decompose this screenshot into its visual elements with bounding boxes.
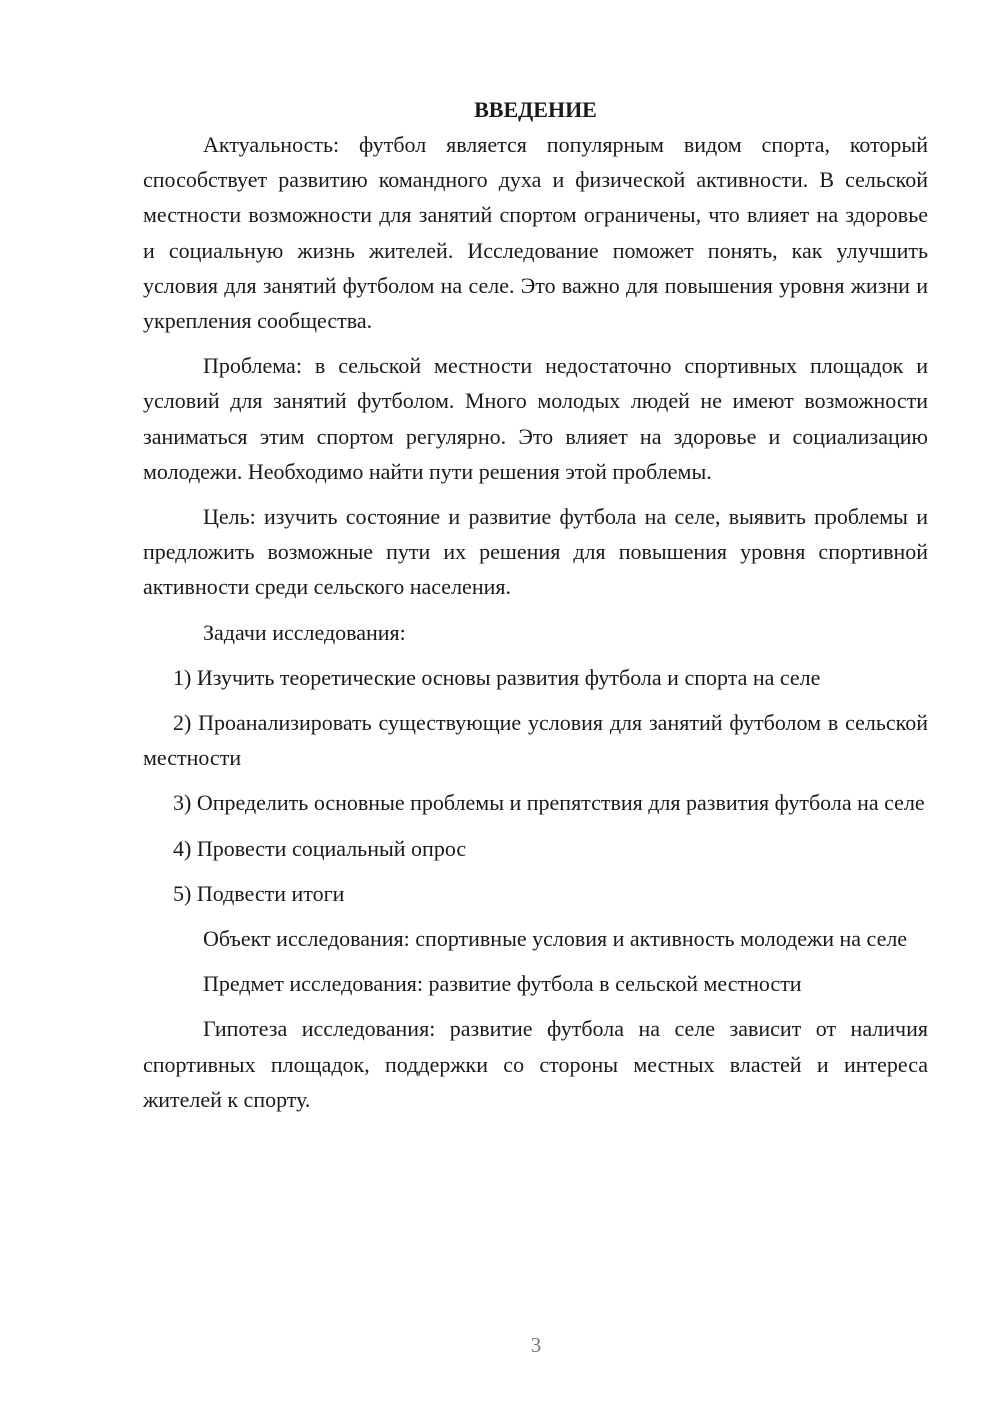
paragraph-tasks-heading: Задачи исследования: (203, 619, 406, 645)
paragraph-goal: Цель: изучить состояние и развитие футбола на селе, выявить проблемы и предложить возможные пути их решения для повышения уровня спортивной активности среди сельского населения. (143, 504, 928, 600)
paragraph-object: Объект исследования: спортивные условия и активность молодежи на селе (203, 926, 908, 952)
task-item-4: 4) Провести социальный опрос (173, 835, 467, 861)
paragraph-subject: Предмет исследования: развитие футбола в сельской местности (203, 971, 802, 997)
task-item-3: 3) Определить основные проблемы и препятствия для развития футбола на селе (173, 790, 925, 816)
page-number: 3 (530, 1333, 542, 1357)
task-item-1: 1) Изучить теоретические основы развития футбола и спорта на селе (173, 664, 821, 690)
task-item-2: 2) Проанализировать существующие условия для занятий футболом в сельской местности (143, 710, 928, 771)
task-item-5: 5) Подвести итоги (173, 880, 345, 906)
document-page (143, 92, 928, 1127)
section-title: ВВЕДЕНИЕ (474, 97, 597, 122)
paragraph-relevance: Актуальность: футбол является популярным видом спорта, который способствует развитию командного духа и физической активности. В сельской местности возможности для занятий спортом ограничены, что влияет на здоровье и социальную жизнь жителей. Исследование поможет понять, как улучшить условия для занятий футболом на селе. Это важно для повышения уровня жизни и укрепления сообщества. (143, 132, 928, 334)
paragraph-hypothesis: Гипотеза исследования: развитие футбола на селе зависит от наличия спортивных площадок, поддержки со стороны местных властей и интереса жителей к спорту. (143, 1016, 928, 1112)
paragraph-problem: Проблема: в сельской местности недостаточно спортивных площадок и условий для занятий футболом. Много молодых людей не имеют возможности заниматься этим спортом регулярно. Это влияет на здоровье и социализацию молодежи. Необходимо найти пути решения этой проблемы. (143, 353, 928, 484)
